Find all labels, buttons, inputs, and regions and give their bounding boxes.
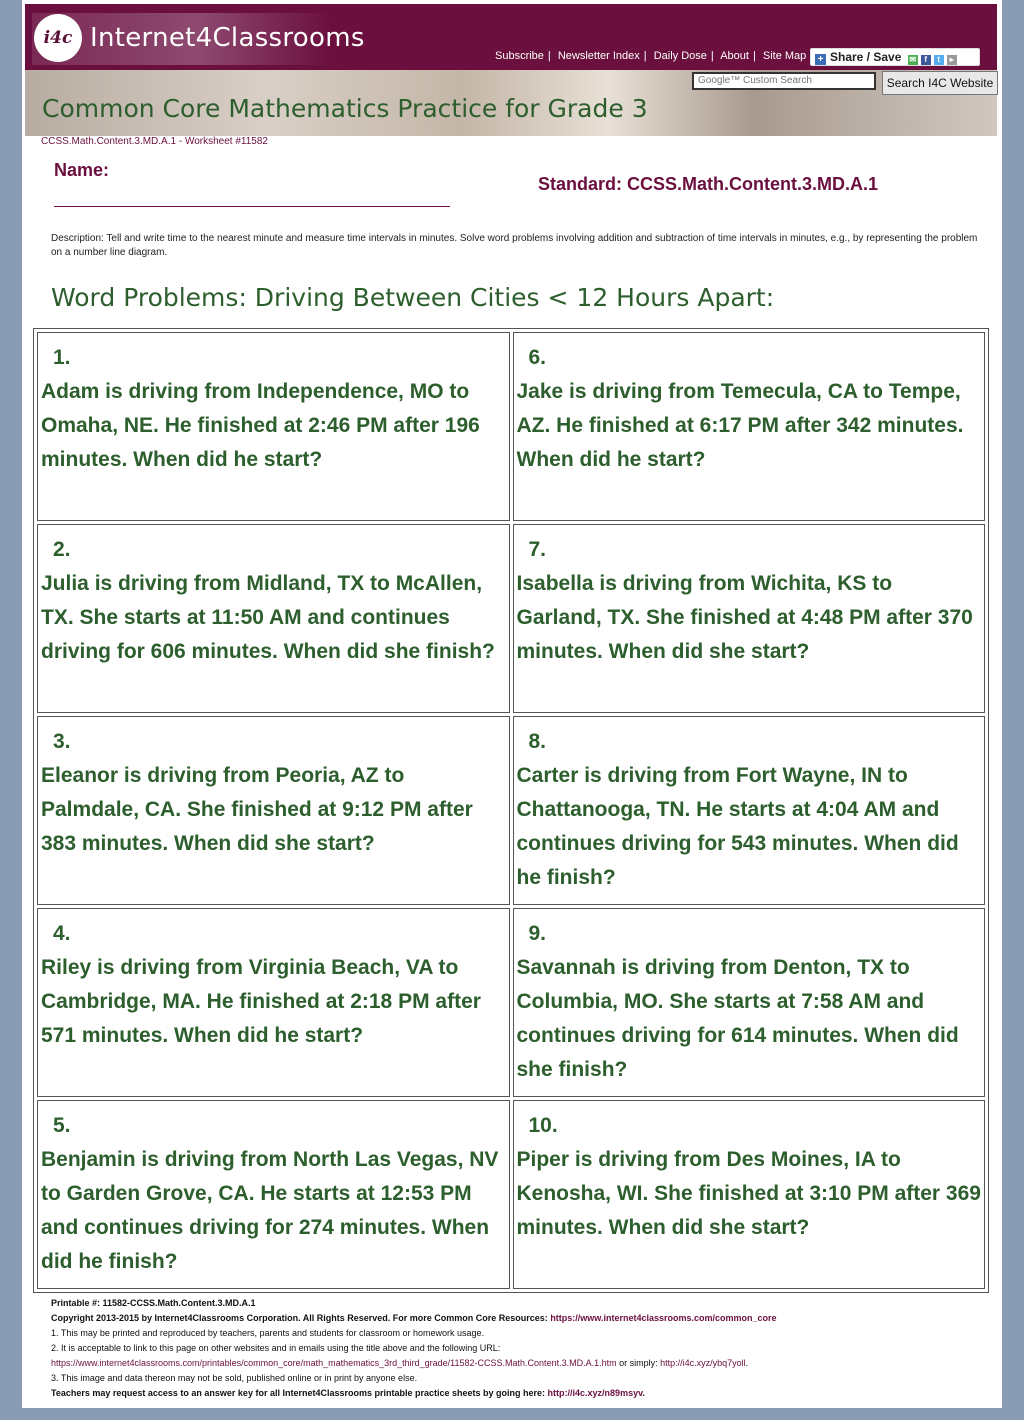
top-nav <box>495 50 806 62</box>
problem-number: 7. <box>528 538 547 561</box>
logo-mark: i4c <box>34 14 82 62</box>
url-connector: or simply: <box>616 1358 661 1368</box>
problem-number: 5. <box>53 1114 71 1137</box>
problem-text: Piper is driving from Des Moines, IA to Kenosha, WI. She finished at 3:10 PM after 369 minutes. When did she start? <box>516 1148 981 1239</box>
nav-link-site-map[interactable]: Site Map <box>762 50 807 62</box>
share-plus-icon: + <box>815 54 826 65</box>
problem-number: 6. <box>528 346 547 369</box>
answer-key-line <box>51 1386 986 1401</box>
problem-text: Isabella is driving from Wichita, KS to Garland, TX. She finished at 4:48 PM after 370 minutes. When did she start? <box>516 572 973 663</box>
standard-label: Standard: CCSS.Math.Content.3.MD.A.1 <box>538 174 879 194</box>
worksheet-description: Description: Tell and write time to the nearest minute and measure time intervals in minutes. Solve word problems involving addition and subtraction of time intervals in minutes, e.g., by representing the problem on a number line diagram. <box>51 233 978 258</box>
section-title: Word Problems: Driving Between Cities < 12 Hours Apart: <box>51 283 775 312</box>
nav-link-daily-dose[interactable]: Daily Dose <box>653 50 707 62</box>
problem-text: Eleanor is driving from Peoria, AZ to Palmdale, CA. She finished at 9:12 PM after 383 minutes. When did she start? <box>41 764 473 855</box>
problem-cell <box>513 716 986 905</box>
nav-link-about[interactable]: About <box>720 50 749 62</box>
problem-number: 2. <box>53 538 71 561</box>
problem-number: 1. <box>53 346 71 369</box>
facebook-icon: f <box>921 55 931 65</box>
url-line <box>51 1356 986 1371</box>
usage-note-1: 1. This may be printed and reproduced by teachers, parents and students for classroom or homework usage. <box>51 1328 485 1338</box>
nav-link-newsletter-index[interactable]: Newsletter Index <box>557 50 640 62</box>
twitter-icon: t <box>934 55 944 65</box>
email-share-icon: ✉ <box>909 55 917 64</box>
nav-separator: | <box>547 50 551 62</box>
problem-number: 9. <box>528 922 547 945</box>
problem-number: 8. <box>528 730 547 753</box>
photo-banner <box>25 70 997 136</box>
search-input[interactable] <box>692 72 876 90</box>
problem-number: 10. <box>528 1114 558 1137</box>
printable-number: Printable #: 11582-CCSS.Math.Content.3.MD.A.1 <box>51 1298 256 1308</box>
nav-separator: | <box>643 50 647 62</box>
problem-cell <box>513 1100 986 1289</box>
problem-cell <box>37 1100 510 1289</box>
problem-cell <box>37 524 510 713</box>
nav-separator: | <box>752 50 756 62</box>
problem-number: 4. <box>53 922 71 945</box>
name-underline <box>54 206 450 207</box>
share-label: Share / Save <box>830 50 902 64</box>
search-button[interactable]: Search I4C Website <box>882 71 998 95</box>
problem-grid <box>33 328 989 1293</box>
problem-text: Benjamin is driving from North Las Vegas, NV to Garden Grove, CA. He starts at 12:53 PM and continues driving for 274 minutes. When did he finish? <box>41 1148 499 1273</box>
problem-cell <box>513 524 986 713</box>
problem-text: Carter is driving from Fort Wayne, IN to Chattanooga, TN. He starts at 4:04 AM and continues driving for 543 minutes. When did he finish? <box>516 764 959 889</box>
url-end: . <box>745 1358 749 1368</box>
breadcrumb: CCSS.Math.Content.3.MD.A.1 - Worksheet #11582 <box>41 136 268 147</box>
logo-text: Internet4Classrooms <box>90 23 365 53</box>
problem-text: Riley is driving from Virginia Beach, VA to Cambridge, MA. He finished at 2:18 PM after 571 minutes. When did he start? <box>41 956 481 1047</box>
short-url-link[interactable]: http://i4c.xyz/ybq7yoll <box>660 1358 746 1368</box>
problem-cell <box>513 908 986 1097</box>
copyright-text: Copyright 2013-2015 by Internet4Classrooms Corporation. All Rights Reserved. For more Common Core Resources: <box>51 1313 548 1323</box>
problem-text: Savannah is driving from Denton, TX to Columbia, MO. She starts at 7:58 AM and continues driving for 614 minutes. When did she finish? <box>516 956 959 1081</box>
answer-key-text: Teachers may request access to an answer key for all Internet4Classrooms printable practice sheets by going here: <box>51 1388 546 1398</box>
name-label: Name: <box>54 160 110 180</box>
page <box>22 0 1002 1408</box>
problem-cell <box>37 716 510 905</box>
problem-number: 3. <box>53 730 71 753</box>
page-footer <box>51 1296 986 1401</box>
problem-text: Julia is driving from Midland, TX to McAllen, TX. She starts at 11:50 AM and continues driving for 606 minutes. When did she finish? <box>41 572 495 663</box>
problem-text: Adam is driving from Independence, MO to Omaha, NE. He finished at 2:46 PM after 196 minutes. When did he start? <box>41 380 480 471</box>
site-logo[interactable] <box>32 13 365 65</box>
more-share-icon: ▸ <box>947 55 957 65</box>
site-header <box>25 4 997 70</box>
usage-note-2: 2. It is acceptable to link to this page on other websites and in emails using the title above and the following URL: <box>51 1343 501 1353</box>
copyright-line <box>51 1311 986 1326</box>
worksheet-url-link[interactable]: https://www.internet4classrooms.com/printables/common_core/math_mathematics_3rd_third_grade/11582-CCSS.Math.Content.3.MD.A.1.htm <box>51 1358 617 1368</box>
problem-cell <box>513 332 986 521</box>
problem-text: Jake is driving from Temecula, CA to Tempe, AZ. He finished at 6:17 PM after 342 minutes. When did he start? <box>516 380 964 471</box>
common-core-link[interactable]: https://www.internet4classrooms.com/common_core <box>550 1313 777 1323</box>
nav-link-subscribe[interactable]: Subscribe <box>495 50 544 62</box>
problem-cell <box>37 908 510 1097</box>
answer-key-end: . <box>642 1388 645 1398</box>
answer-key-link[interactable]: http://i4c.xyz/n89msyv <box>547 1388 643 1398</box>
problem-cell <box>37 332 510 521</box>
page-title: Common Core Mathematics Practice for Grade 3 <box>42 94 648 123</box>
share-save-button[interactable] <box>810 48 980 66</box>
usage-note-3: 3. This image and data thereon may not be sold, published online or in print by anyone else. <box>51 1373 418 1383</box>
nav-separator: | <box>710 50 714 62</box>
